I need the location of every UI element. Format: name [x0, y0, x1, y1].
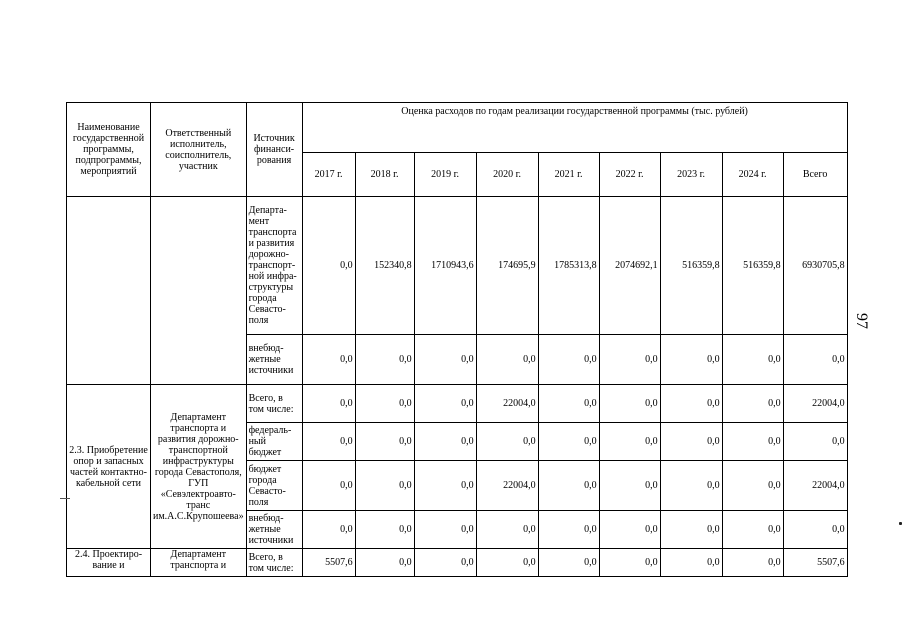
- value-cell: 1785313,8: [538, 197, 599, 335]
- value-cell: 0,0: [476, 549, 538, 577]
- value-cell: 0,0: [302, 197, 355, 335]
- total-cell: 22004,0: [783, 385, 847, 423]
- value-cell: 0,0: [660, 549, 722, 577]
- program-name-cell: 2.3. Приобретение опор и запасных частей контактно-кабельной сети: [67, 385, 151, 549]
- value-cell: 0,0: [414, 511, 476, 549]
- total-header: Всего: [783, 153, 847, 197]
- value-cell: 0,0: [414, 385, 476, 423]
- header-executor: Ответственный исполнитель, соисполнитель, участник: [151, 103, 247, 197]
- year-header: 2021 г.: [538, 153, 599, 197]
- executor-cell: Департамент транспорта и: [151, 549, 247, 577]
- value-cell: 0,0: [722, 511, 783, 549]
- executor-cell: Департамент транспорта и развития дорожно-транспортной инфраструктуры города Севастополя, ГУП «Севэлектроавто-транс им.А.С.Крупошеева»: [151, 385, 247, 549]
- value-cell: 22004,0: [476, 461, 538, 511]
- value-cell: 0,0: [538, 423, 599, 461]
- header-row-1: [67, 103, 848, 153]
- value-cell: 0,0: [722, 335, 783, 385]
- value-cell: 0,0: [302, 385, 355, 423]
- total-cell: 0,0: [783, 423, 847, 461]
- source-cell: внебюд-жетные источники: [246, 335, 302, 385]
- program-name-cell: 2.4. Проектиро-вание и: [67, 549, 151, 577]
- value-cell: 0,0: [414, 335, 476, 385]
- value-cell: 0,0: [414, 423, 476, 461]
- total-cell: 22004,0: [783, 461, 847, 511]
- total-cell: 6930705,8: [783, 197, 847, 335]
- value-cell: 0,0: [599, 335, 660, 385]
- value-cell: 0,0: [302, 511, 355, 549]
- value-cell: 516359,8: [722, 197, 783, 335]
- value-cell: 0,0: [355, 423, 414, 461]
- year-header: 2017 г.: [302, 153, 355, 197]
- value-cell: 1710943,6: [414, 197, 476, 335]
- budget-table: [66, 102, 848, 577]
- value-cell: 5507,6: [302, 549, 355, 577]
- value-cell: 0,0: [599, 385, 660, 423]
- value-cell: 0,0: [538, 511, 599, 549]
- source-cell: федераль-ный бюджет: [246, 423, 302, 461]
- value-cell: 152340,8: [355, 197, 414, 335]
- source-cell: Департа-мент транспорта и развития дорожно-транспорт-ной инфра-структуры города Севасто-поля: [246, 197, 302, 335]
- value-cell: 0,0: [722, 423, 783, 461]
- table-row: [67, 197, 848, 335]
- total-cell: 5507,6: [783, 549, 847, 577]
- value-cell: 0,0: [355, 335, 414, 385]
- value-cell: 0,0: [538, 549, 599, 577]
- page-number: 97: [853, 313, 870, 329]
- value-cell: 0,0: [476, 335, 538, 385]
- value-cell: 0,0: [599, 549, 660, 577]
- value-cell: 2074692,1: [599, 197, 660, 335]
- scan-speck: [899, 522, 902, 525]
- value-cell: 0,0: [355, 385, 414, 423]
- value-cell: 0,0: [660, 511, 722, 549]
- header-estimate: Оценка расходов по годам реализации государственной программы (тыс. рублей): [302, 103, 847, 153]
- year-header: 2020 г.: [476, 153, 538, 197]
- scan-mark: [60, 498, 70, 499]
- value-cell: 0,0: [302, 461, 355, 511]
- total-cell: 0,0: [783, 511, 847, 549]
- value-cell: 0,0: [355, 461, 414, 511]
- year-header: 2022 г.: [599, 153, 660, 197]
- value-cell: 0,0: [302, 423, 355, 461]
- value-cell: 0,0: [660, 461, 722, 511]
- value-cell: 0,0: [476, 423, 538, 461]
- year-header: 2018 г.: [355, 153, 414, 197]
- value-cell: 0,0: [355, 511, 414, 549]
- value-cell: 0,0: [302, 335, 355, 385]
- value-cell: 0,0: [660, 335, 722, 385]
- value-cell: 0,0: [538, 335, 599, 385]
- header-source: Источник финанси-рования: [246, 103, 302, 197]
- year-header: 2019 г.: [414, 153, 476, 197]
- table-row: [67, 549, 848, 577]
- value-cell: 0,0: [599, 423, 660, 461]
- table-row: [67, 385, 848, 423]
- source-cell: внебюд-жетные источники: [246, 511, 302, 549]
- value-cell: 0,0: [599, 511, 660, 549]
- year-header: 2024 г.: [722, 153, 783, 197]
- value-cell: 0,0: [722, 385, 783, 423]
- year-header: 2023 г.: [660, 153, 722, 197]
- program-name-cell: [67, 197, 151, 385]
- source-cell: бюджет города Севасто-поля: [246, 461, 302, 511]
- value-cell: 516359,8: [660, 197, 722, 335]
- source-cell: Всего, в том числе:: [246, 549, 302, 577]
- value-cell: 22004,0: [476, 385, 538, 423]
- source-cell: Всего, в том числе:: [246, 385, 302, 423]
- executor-cell: [151, 197, 247, 385]
- value-cell: 0,0: [476, 511, 538, 549]
- value-cell: 0,0: [414, 461, 476, 511]
- value-cell: 0,0: [722, 461, 783, 511]
- value-cell: 0,0: [660, 423, 722, 461]
- value-cell: 174695,9: [476, 197, 538, 335]
- value-cell: 0,0: [538, 461, 599, 511]
- header-name: Наименование государственной программы, подпрограммы, мероприятий: [67, 103, 151, 197]
- value-cell: 0,0: [722, 549, 783, 577]
- value-cell: 0,0: [355, 549, 414, 577]
- value-cell: 0,0: [538, 385, 599, 423]
- value-cell: 0,0: [414, 549, 476, 577]
- value-cell: 0,0: [599, 461, 660, 511]
- total-cell: 0,0: [783, 335, 847, 385]
- value-cell: 0,0: [660, 385, 722, 423]
